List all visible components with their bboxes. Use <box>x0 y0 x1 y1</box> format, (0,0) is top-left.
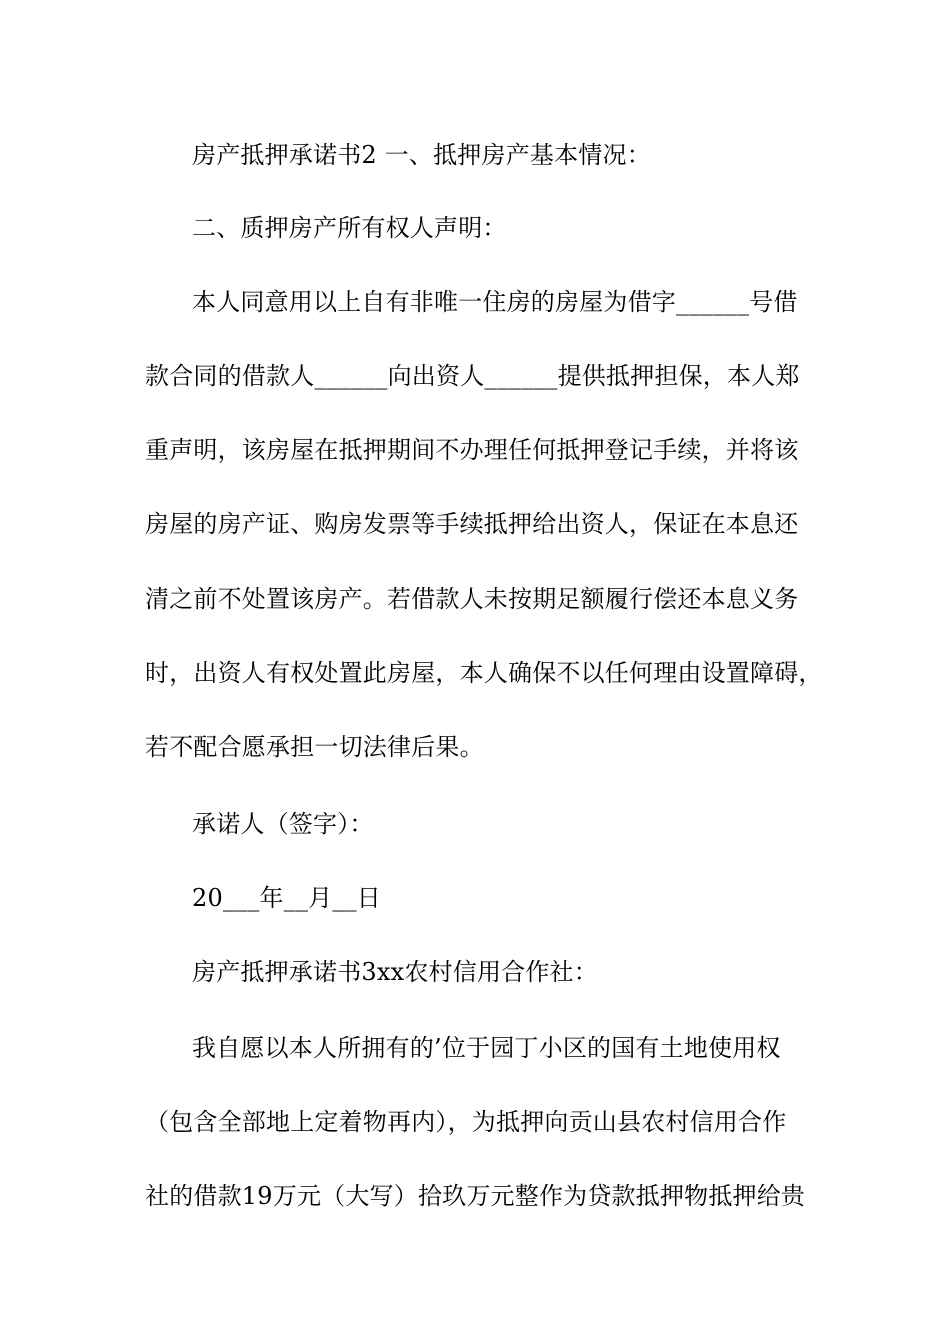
text-line-15: 社的借款19万元（大写）拾玖万元整作为贷款抵押物抵押给贵 <box>145 1182 806 1210</box>
signature-line: 承诺人（签字）： <box>192 810 374 838</box>
text-line-4: 款合同的借款人______向出资人______提供抵押担保，本人郑 <box>145 362 800 390</box>
date-line: 20___年__月__日 <box>192 884 381 912</box>
text-line-12: 房产抵押承诺书3xx农村信用合作社： <box>192 958 598 986</box>
text-line-6: 房屋的房产证、购房发票等手续抵押给出资人，保证在本息还 <box>145 510 799 538</box>
text-line-14: （包含全部地上定着物再内），为抵押向贡山县农村信用合作 <box>145 1108 787 1136</box>
text-line-9: 若不配合愿承担一切法律后果。 <box>145 733 484 761</box>
text-line-7: 清之前不处置该房产。若借款人未按期足额履行偿还本息义务 <box>145 585 799 613</box>
text-line-3: 本人同意用以上自有非唯一住房的房屋为借字______号借 <box>192 288 798 316</box>
text-line-2: 二、质押房产所有权人声明： <box>192 214 507 242</box>
text-line-8: 时，出资人有权处置此房屋，本人确保不以任何理由设置障碍， <box>145 659 823 687</box>
text-line-5: 重声明，该房屋在抵押期间不办理任何抵押登记手续，并将该 <box>145 436 799 464</box>
text-line-13: 我自愿以本人所拥有的’位于园丁小区的国有土地使用权 <box>192 1034 781 1062</box>
text-line-1: 房产抵押承诺书2 一、抵押房产基本情况： <box>192 141 651 169</box>
